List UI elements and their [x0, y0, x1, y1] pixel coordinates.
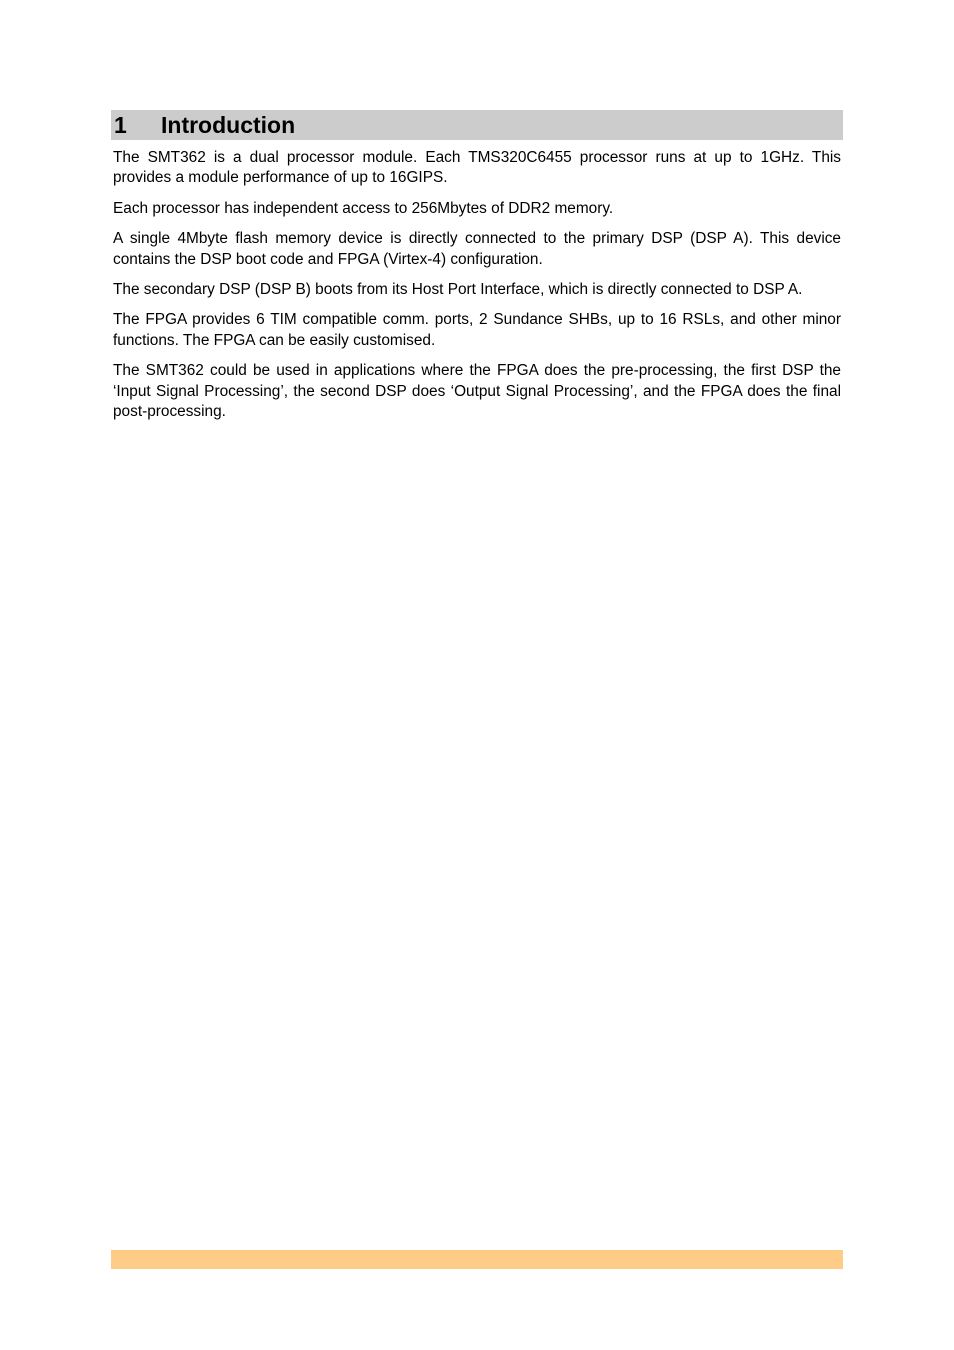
section-heading — [111, 110, 843, 140]
paragraph-secondary-dsp: The secondary DSP (DSP B) boots from its Host Port Interface, which is directly connected to DSP A. — [113, 281, 803, 299]
paragraph-flash: A single 4Mbyte flash memory device is directly connected to the primary DSP (DSP A). This device contains the DSP boot code and FPGA (Virtex-4) configuration. — [113, 230, 841, 268]
paragraph-fpga: The FPGA provides 6 TIM compatible comm. ports, 2 Sundance SHBs, up to 16 RSLs, and other minor functions. The FPGA can be easily customised. — [113, 311, 841, 349]
paragraph-memory: Each processor has independent access to 256Mbytes of DDR2 memory. — [113, 199, 614, 217]
paragraph-overview: The SMT362 is a dual processor module. Each TMS320C6455 processor runs at up to 1GHz. This provides a module performance of up to 16GIPS. — [113, 149, 841, 187]
section-number: 1 — [114, 111, 127, 138]
footer-bar — [111, 1250, 843, 1269]
paragraph-applications: The SMT362 could be used in applications where the FPGA does the pre-processing, the first DSP the ‘Input Signal Processing’, the second DSP does ‘Output Signal Processing’, and the FPGA does the final post-processing. — [113, 362, 841, 421]
body-text — [113, 148, 841, 432]
section-title: Introduction — [161, 111, 296, 138]
